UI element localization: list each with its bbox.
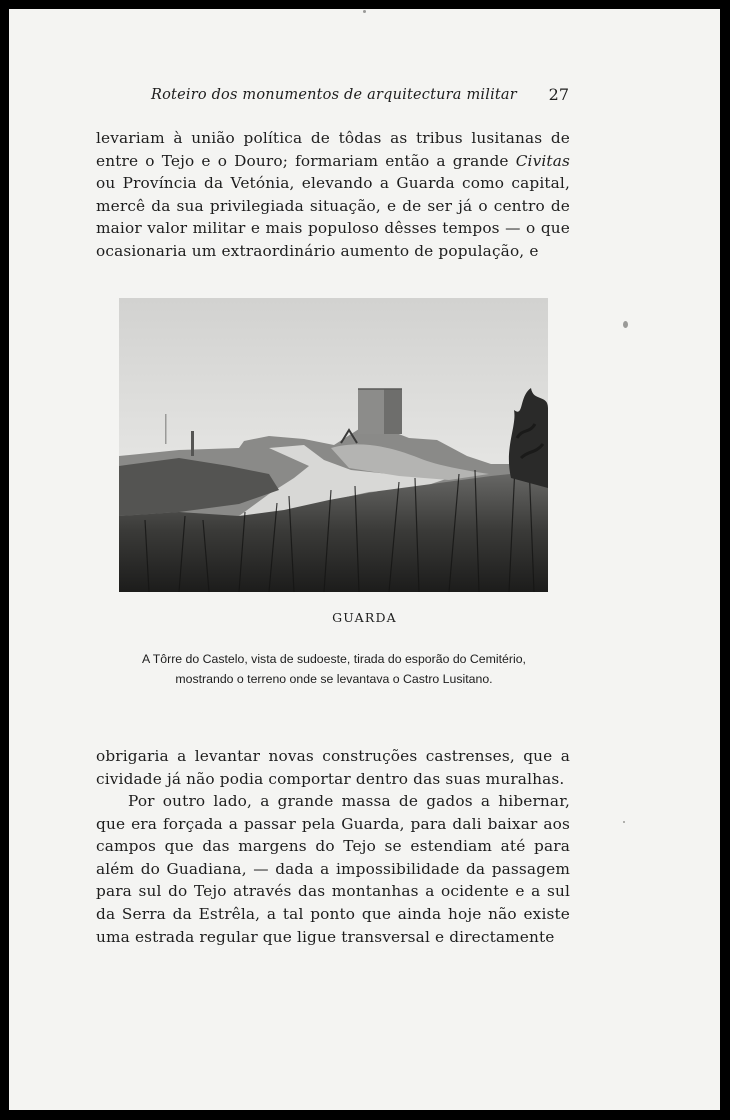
paragraph-3: Por outro lado, a grande massa de gados a hibernar, que era forçada a passar pela Guarda, para dali baixar aos campos que das margens do Tejo se estendiam até para além do Guadiana, — dada a impossibilidade da passagem para sul do Tejo através das montanhas a ocidente e a sul da Serra da Estrêla, a tal ponto que ainda hoje não existe uma estrada regular que ligue transversal e directamente [96,792,570,946]
paper-speck [623,821,625,823]
paragraph-2: obrigaria a levantar novas construções castrenses, que a cividade já não podia comportar dentro das suas muralhas. [96,747,570,788]
paper-speck [363,10,366,13]
figure-title: GUARDA [332,610,397,625]
running-head [139,79,569,113]
paper-speck [623,321,628,328]
paragraph-1: levariam à união política de tôdas as tribus lusitanas de entre o Tejo e o Douro; formariam então a grande Civitas ou Província da Vetónia, elevando a Guarda como capital, mercê da sua privilegiada situação, e de ser já o centro de maior valor militar e mais populoso dêsses tempos — o que ocasionaria um extraordinário aumento de população, e [96,129,570,260]
page-number: 27 [548,85,569,104]
document-page [9,9,720,1110]
italic-term-civitas: Civitas [515,151,570,170]
figure-caption: A Tôrre do Castelo, vista de sudoeste, tirada do esporão do Cemitério, mostrando o terreno onde se levantava o Castro Lusitano. [142,652,526,686]
castle-tower-photo [119,298,548,592]
running-title: Roteiro dos monumentos de arquitectura militar [151,87,517,103]
